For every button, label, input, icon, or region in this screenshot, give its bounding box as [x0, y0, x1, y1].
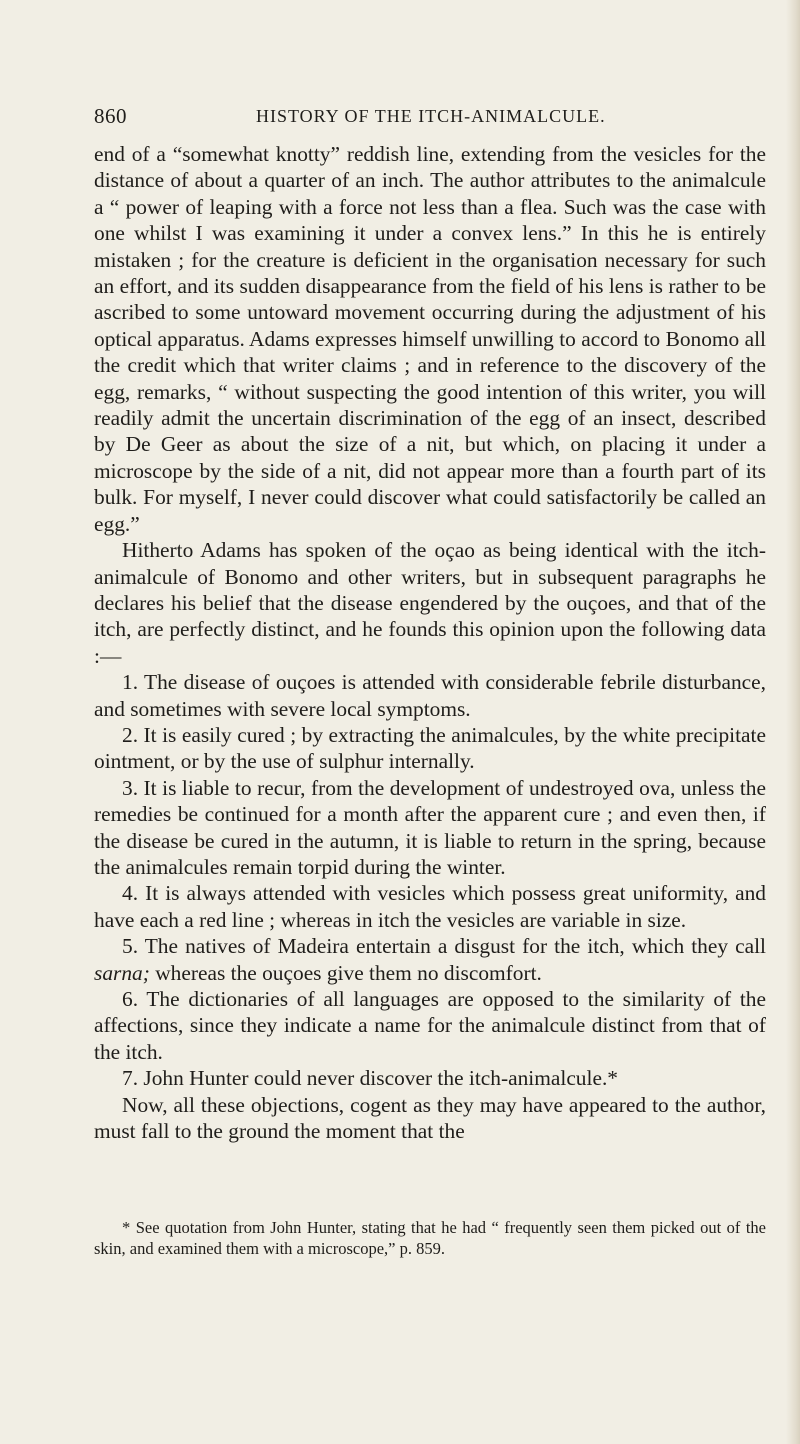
paragraph-7-text-a: 5. The natives of Madeira entertain a disgust for the itch, which they call — [122, 934, 766, 959]
paragraph-3: 1. The disease of ouçoes is attended with considerable febrile disturbance, and sometimes with severe local symptoms. — [94, 670, 766, 721]
page-header — [94, 104, 774, 134]
paragraph-7 — [94, 933, 766, 986]
paragraph-6: 4. It is always attended with vesicles which possess great uniformity, and have each a red line ; whereas in itch the vesicles are variable in size. — [94, 881, 766, 932]
page-number: 860 — [94, 104, 127, 128]
paragraph-8: 6. The dictionaries of all languages are opposed to the similarity of the affections, since they indicate a name for the animalcule distinct from that of the itch. — [94, 987, 766, 1064]
paragraph-9: 7. John Hunter could never discover the itch-animalcule.* — [122, 1066, 618, 1091]
paragraph-2: Hitherto Adams has spoken of the oçao as being identical with the itch-animalcule of Bonomo and other writers, but in subsequent paragraphs he declares his belief that the disease engendered by the ouçoes, and that of the itch, are perfectly distinct, and he founds this opinion upon the following data :— — [94, 538, 766, 668]
footnote: * See quotation from John Hunter, stating that he had “ frequently seen them picked out of the skin, and examined them with a microscope,” p. 859. — [94, 1218, 766, 1258]
paragraph-7-italic: sarna; — [94, 960, 150, 985]
paragraph-1: end of a “somewhat knotty” reddish line, extending from the vesicles for the distance of about a quarter of an inch. The author attributes to the animalcule a “ power of leaping with a force not less than a flea. Such was the case with one whilst I was examining it under a convex lens.” In this he is entirely mistaken ; for the creature is deficient in the organisation necessary for such an effort, and its sudden disappearance from the field of his lens is rather to be ascribed to some untoward movement occurring during the adjustment of his optical apparatus. Adams expresses himself unwilling to accord to Bonomo all the credit which that writer claims ; and in reference to the discovery of the egg, remarks, “ without suspecting the good intention of this writer, you will readily admit the uncertain discrimination of the egg of an insect, described by De Geer as about the size of a nit, but which, on placing it under a microscope by the side of a nit, did not appear more than a fourth part of its bulk. For myself, I never could discover what could satisfactorily be called an egg.” — [94, 142, 766, 536]
running-head: HISTORY OF THE ITCH-ANIMALCULE. — [256, 106, 606, 126]
page-edge-shadow — [786, 0, 800, 1444]
body-text — [94, 141, 766, 1144]
paragraph-5: 3. It is liable to recur, from the development of undestroyed ova, unless the remedies be continued for a month after the apparent cure ; and even then, if the disease be cured in the autumn, it is liable to return in the spring, because the animalcules remain torpid during the winter. — [94, 775, 766, 879]
paragraph-7-text-b: whereas the ouçoes give them no discomfort. — [149, 960, 542, 985]
paragraph-10: Now, all these objections, cogent as they may have appeared to the author, must fall to the ground the moment that the — [94, 1092, 766, 1144]
paragraph-4: 2. It is easily cured ; by extracting the animalcules, by the white precipitate ointment, or by the use of sulphur internally. — [94, 722, 766, 774]
